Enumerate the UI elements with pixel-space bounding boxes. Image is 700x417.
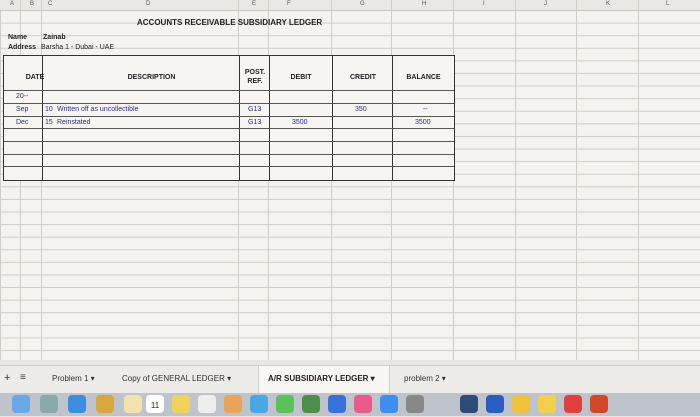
launchpad-icon[interactable]	[40, 395, 58, 413]
ledger-table	[3, 55, 455, 181]
stickies-icon[interactable]	[172, 395, 190, 413]
name-row	[8, 34, 66, 41]
header-post-ref-2: REF.	[247, 78, 263, 85]
sheet-tab-bar	[0, 365, 700, 394]
row-2-debit[interactable]: 3500	[292, 119, 308, 126]
app-icon[interactable]	[460, 395, 478, 413]
tab-problem-1[interactable]: Problem 1 ▾	[52, 374, 95, 383]
table-rule	[4, 154, 454, 155]
grid-line	[576, 0, 577, 360]
header-debit: DEBIT	[290, 74, 312, 81]
calendar-icon[interactable]: 11	[146, 395, 164, 413]
column-header-bar	[0, 0, 700, 11]
col-a[interactable]: A	[10, 1, 15, 7]
header-description: DESCRIPTION	[127, 74, 176, 81]
app-icon[interactable]	[564, 395, 582, 413]
col-l[interactable]: L	[666, 1, 670, 7]
name-value[interactable]: Zainab	[43, 34, 66, 41]
row-2-day[interactable]: 15	[45, 119, 53, 126]
mail-icon[interactable]	[96, 395, 114, 413]
row-1-balance[interactable]: --	[423, 106, 428, 113]
row-1-day[interactable]: 10	[45, 106, 53, 113]
col-e[interactable]: E	[252, 1, 257, 7]
reminders-icon[interactable]	[198, 395, 216, 413]
sheet-title: ACCOUNTS RECEIVABLE SUBSIDIARY LEDGER	[137, 18, 323, 27]
row-1-description[interactable]: Written off as uncollectible	[57, 106, 139, 113]
table-rule	[4, 128, 454, 129]
row-1-month[interactable]: Sep	[16, 106, 29, 113]
safari-icon[interactable]	[68, 395, 86, 413]
header-date: DATE	[25, 74, 45, 81]
table-rule	[4, 166, 454, 167]
folder-icon[interactable]	[538, 395, 556, 413]
notes-icon[interactable]	[124, 395, 142, 413]
col-h[interactable]: H	[422, 1, 427, 7]
music-icon[interactable]	[354, 395, 372, 413]
col-g[interactable]: G	[360, 1, 365, 7]
col-d[interactable]: D	[146, 1, 151, 7]
header-balance: BALANCE	[406, 74, 441, 81]
header-credit: CREDIT	[349, 74, 377, 81]
facetime-icon[interactable]	[276, 395, 294, 413]
col-b[interactable]: B	[30, 1, 35, 7]
powerpoint-icon[interactable]	[590, 395, 608, 413]
row-2-balance[interactable]: 3500	[415, 119, 431, 126]
word-icon[interactable]	[486, 395, 504, 413]
name-label: Name	[8, 34, 28, 41]
row-2-description[interactable]: Reinstated	[57, 119, 91, 126]
app-store-icon[interactable]	[380, 395, 398, 413]
tab-ar-subsidiary-ledger[interactable]: A/R SUBSIDIARY LEDGER ▾	[268, 374, 375, 383]
add-sheet-icon[interactable]: +	[4, 372, 11, 384]
siri-icon[interactable]	[12, 395, 30, 413]
tab-problem-2[interactable]: problem 2 ▾	[404, 374, 446, 383]
header-post-ref-1: POST.	[244, 69, 266, 76]
row-1-post-ref[interactable]: G13	[248, 106, 262, 113]
col-f[interactable]: F	[287, 1, 291, 7]
row-1-credit[interactable]: 350	[355, 106, 367, 113]
address-label: Address	[8, 44, 37, 51]
macos-dock	[0, 393, 700, 416]
row-2-post-ref[interactable]: G13	[248, 119, 262, 126]
sheet-list-icon[interactable]: ≡	[20, 372, 26, 383]
address-value[interactable]: Barsha 1 - Dubai - UAE	[40, 44, 115, 51]
table-rule	[4, 90, 454, 91]
tab-copy-general-ledger[interactable]: Copy of GENERAL LEDGER ▾	[122, 374, 232, 383]
system-preferences-icon[interactable]	[406, 395, 424, 413]
row-2-month[interactable]: Dec	[16, 119, 29, 126]
col-k[interactable]: K	[606, 1, 611, 7]
grid-line	[515, 0, 516, 360]
table-rule	[4, 116, 454, 117]
numbers-icon[interactable]	[302, 395, 320, 413]
grid-line	[638, 0, 639, 360]
keynote-icon[interactable]	[328, 395, 346, 413]
chrome-icon[interactable]	[512, 395, 530, 413]
table-rule	[4, 103, 454, 104]
year-cell[interactable]: 20--	[16, 93, 29, 100]
table-rule	[4, 141, 454, 142]
col-i[interactable]: I	[483, 1, 485, 7]
col-c[interactable]: C	[48, 1, 53, 7]
col-j[interactable]: J	[544, 1, 547, 7]
messages-icon[interactable]	[250, 395, 268, 413]
photos-icon[interactable]	[224, 395, 242, 413]
address-row	[8, 44, 114, 51]
